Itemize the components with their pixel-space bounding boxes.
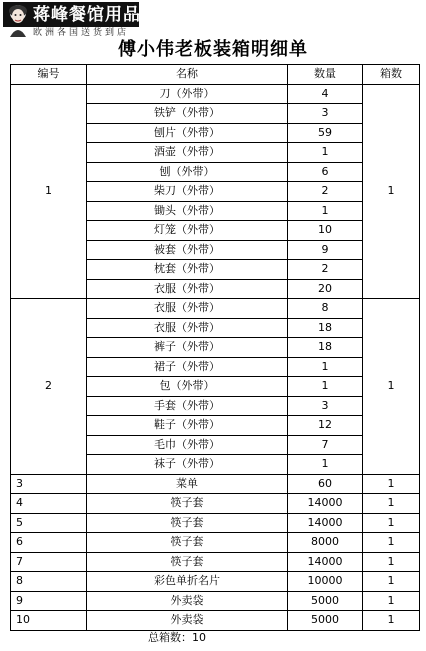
cell-qty: 18 (288, 338, 363, 358)
chef-portrait-icon (6, 3, 30, 37)
cell-qty: 3 (288, 104, 363, 124)
cell-name: 刨片（外带） (87, 123, 288, 143)
table-row (11, 474, 420, 494)
cell-qty: 4 (288, 84, 363, 104)
cell-qty: 20 (288, 279, 363, 299)
cell-qty: 5000 (288, 611, 363, 631)
page-title: 傅小伟老板装箱明细单 (118, 39, 308, 60)
cell-boxes: 1 (363, 552, 420, 572)
cell-no: 5 (11, 513, 87, 533)
header-name: 名称 (87, 65, 288, 85)
cell-name: 鞋子（外带） (87, 416, 288, 436)
table-row (11, 513, 420, 533)
cell-name: 筷子套 (87, 494, 288, 514)
cell-no: 8 (11, 572, 87, 592)
cell-name: 衣服（外带） (87, 279, 288, 299)
cell-name: 衣服（外带） (87, 299, 288, 319)
table-row (11, 572, 420, 592)
cell-qty: 10000 (288, 572, 363, 592)
table-row (11, 494, 420, 514)
brand-logo (3, 2, 139, 38)
cell-boxes: 1 (363, 611, 420, 631)
table-row (11, 611, 420, 631)
cell-qty: 12 (288, 416, 363, 436)
cell-qty: 6 (288, 162, 363, 182)
cell-qty: 10 (288, 221, 363, 241)
cell-name: 锄头（外带） (87, 201, 288, 221)
cell-name: 裙子（外带） (87, 357, 288, 377)
header-boxes: 箱数 (363, 65, 420, 85)
cell-name: 柴刀（外带） (87, 182, 288, 202)
cell-boxes: 1 (363, 84, 420, 299)
cell-name: 铁铲（外带） (87, 104, 288, 124)
cell-qty: 14000 (288, 513, 363, 533)
cell-qty: 5000 (288, 591, 363, 611)
cell-qty: 1 (288, 143, 363, 163)
cell-qty: 3 (288, 396, 363, 416)
cell-name: 衣服（外带） (87, 318, 288, 338)
cell-boxes: 1 (363, 494, 420, 514)
cell-no: 2 (11, 299, 87, 475)
table-row (11, 591, 420, 611)
cell-name: 筷子套 (87, 552, 288, 572)
cell-name: 枕套（外带） (87, 260, 288, 280)
cell-qty: 1 (288, 455, 363, 475)
cell-boxes: 1 (363, 513, 420, 533)
cell-no: 3 (11, 474, 87, 494)
cell-qty: 1 (288, 201, 363, 221)
cell-name: 裤子（外带） (87, 338, 288, 358)
cell-name: 刨（外带） (87, 162, 288, 182)
cell-name: 菜单 (87, 474, 288, 494)
cell-name: 刀（外带） (87, 84, 288, 104)
cell-qty: 14000 (288, 494, 363, 514)
cell-boxes: 1 (363, 533, 420, 553)
cell-boxes: 1 (363, 299, 420, 475)
cell-boxes: 1 (363, 474, 420, 494)
cell-name: 手套（外带） (87, 396, 288, 416)
cell-qty: 8000 (288, 533, 363, 553)
cell-boxes: 1 (363, 591, 420, 611)
logo-subtitle: 欧洲各国送货到店 (33, 28, 130, 38)
cell-name: 酒壶（外带） (87, 143, 288, 163)
cell-no: 9 (11, 591, 87, 611)
cell-name: 外卖袋 (87, 611, 288, 631)
table-row (11, 552, 420, 572)
cell-name: 彩色单折名片 (87, 572, 288, 592)
cell-name: 外卖袋 (87, 591, 288, 611)
cell-qty: 60 (288, 474, 363, 494)
cell-qty: 2 (288, 260, 363, 280)
logo-text: 蒋峰餐馆用品 (33, 5, 141, 25)
packing-table-body (11, 65, 420, 631)
cell-qty: 1 (288, 357, 363, 377)
cell-name: 袜子（外带） (87, 455, 288, 475)
header-row (11, 65, 420, 85)
cell-qty: 2 (288, 182, 363, 202)
cell-qty: 1 (288, 377, 363, 397)
cell-name: 包（外带） (87, 377, 288, 397)
cell-no: 10 (11, 611, 87, 631)
cell-qty: 59 (288, 123, 363, 143)
cell-name: 毛巾（外带） (87, 435, 288, 455)
cell-boxes: 1 (363, 572, 420, 592)
total-boxes: 总箱数：10 (148, 631, 206, 644)
cell-name: 筷子套 (87, 533, 288, 553)
cell-qty: 18 (288, 318, 363, 338)
cell-qty: 9 (288, 240, 363, 260)
table-row (11, 299, 420, 319)
header-no: 编号 (11, 65, 87, 85)
table-row (11, 84, 420, 104)
cell-no: 4 (11, 494, 87, 514)
cell-name: 灯笼（外带） (87, 221, 288, 241)
cell-qty: 8 (288, 299, 363, 319)
cell-no: 1 (11, 84, 87, 299)
cell-qty: 7 (288, 435, 363, 455)
header-qty: 数量 (288, 65, 363, 85)
cell-no: 7 (11, 552, 87, 572)
cell-no: 6 (11, 533, 87, 553)
cell-qty: 14000 (288, 552, 363, 572)
packing-table (10, 64, 420, 631)
table-row (11, 533, 420, 553)
cell-name: 被套（外带） (87, 240, 288, 260)
cell-name: 筷子套 (87, 513, 288, 533)
